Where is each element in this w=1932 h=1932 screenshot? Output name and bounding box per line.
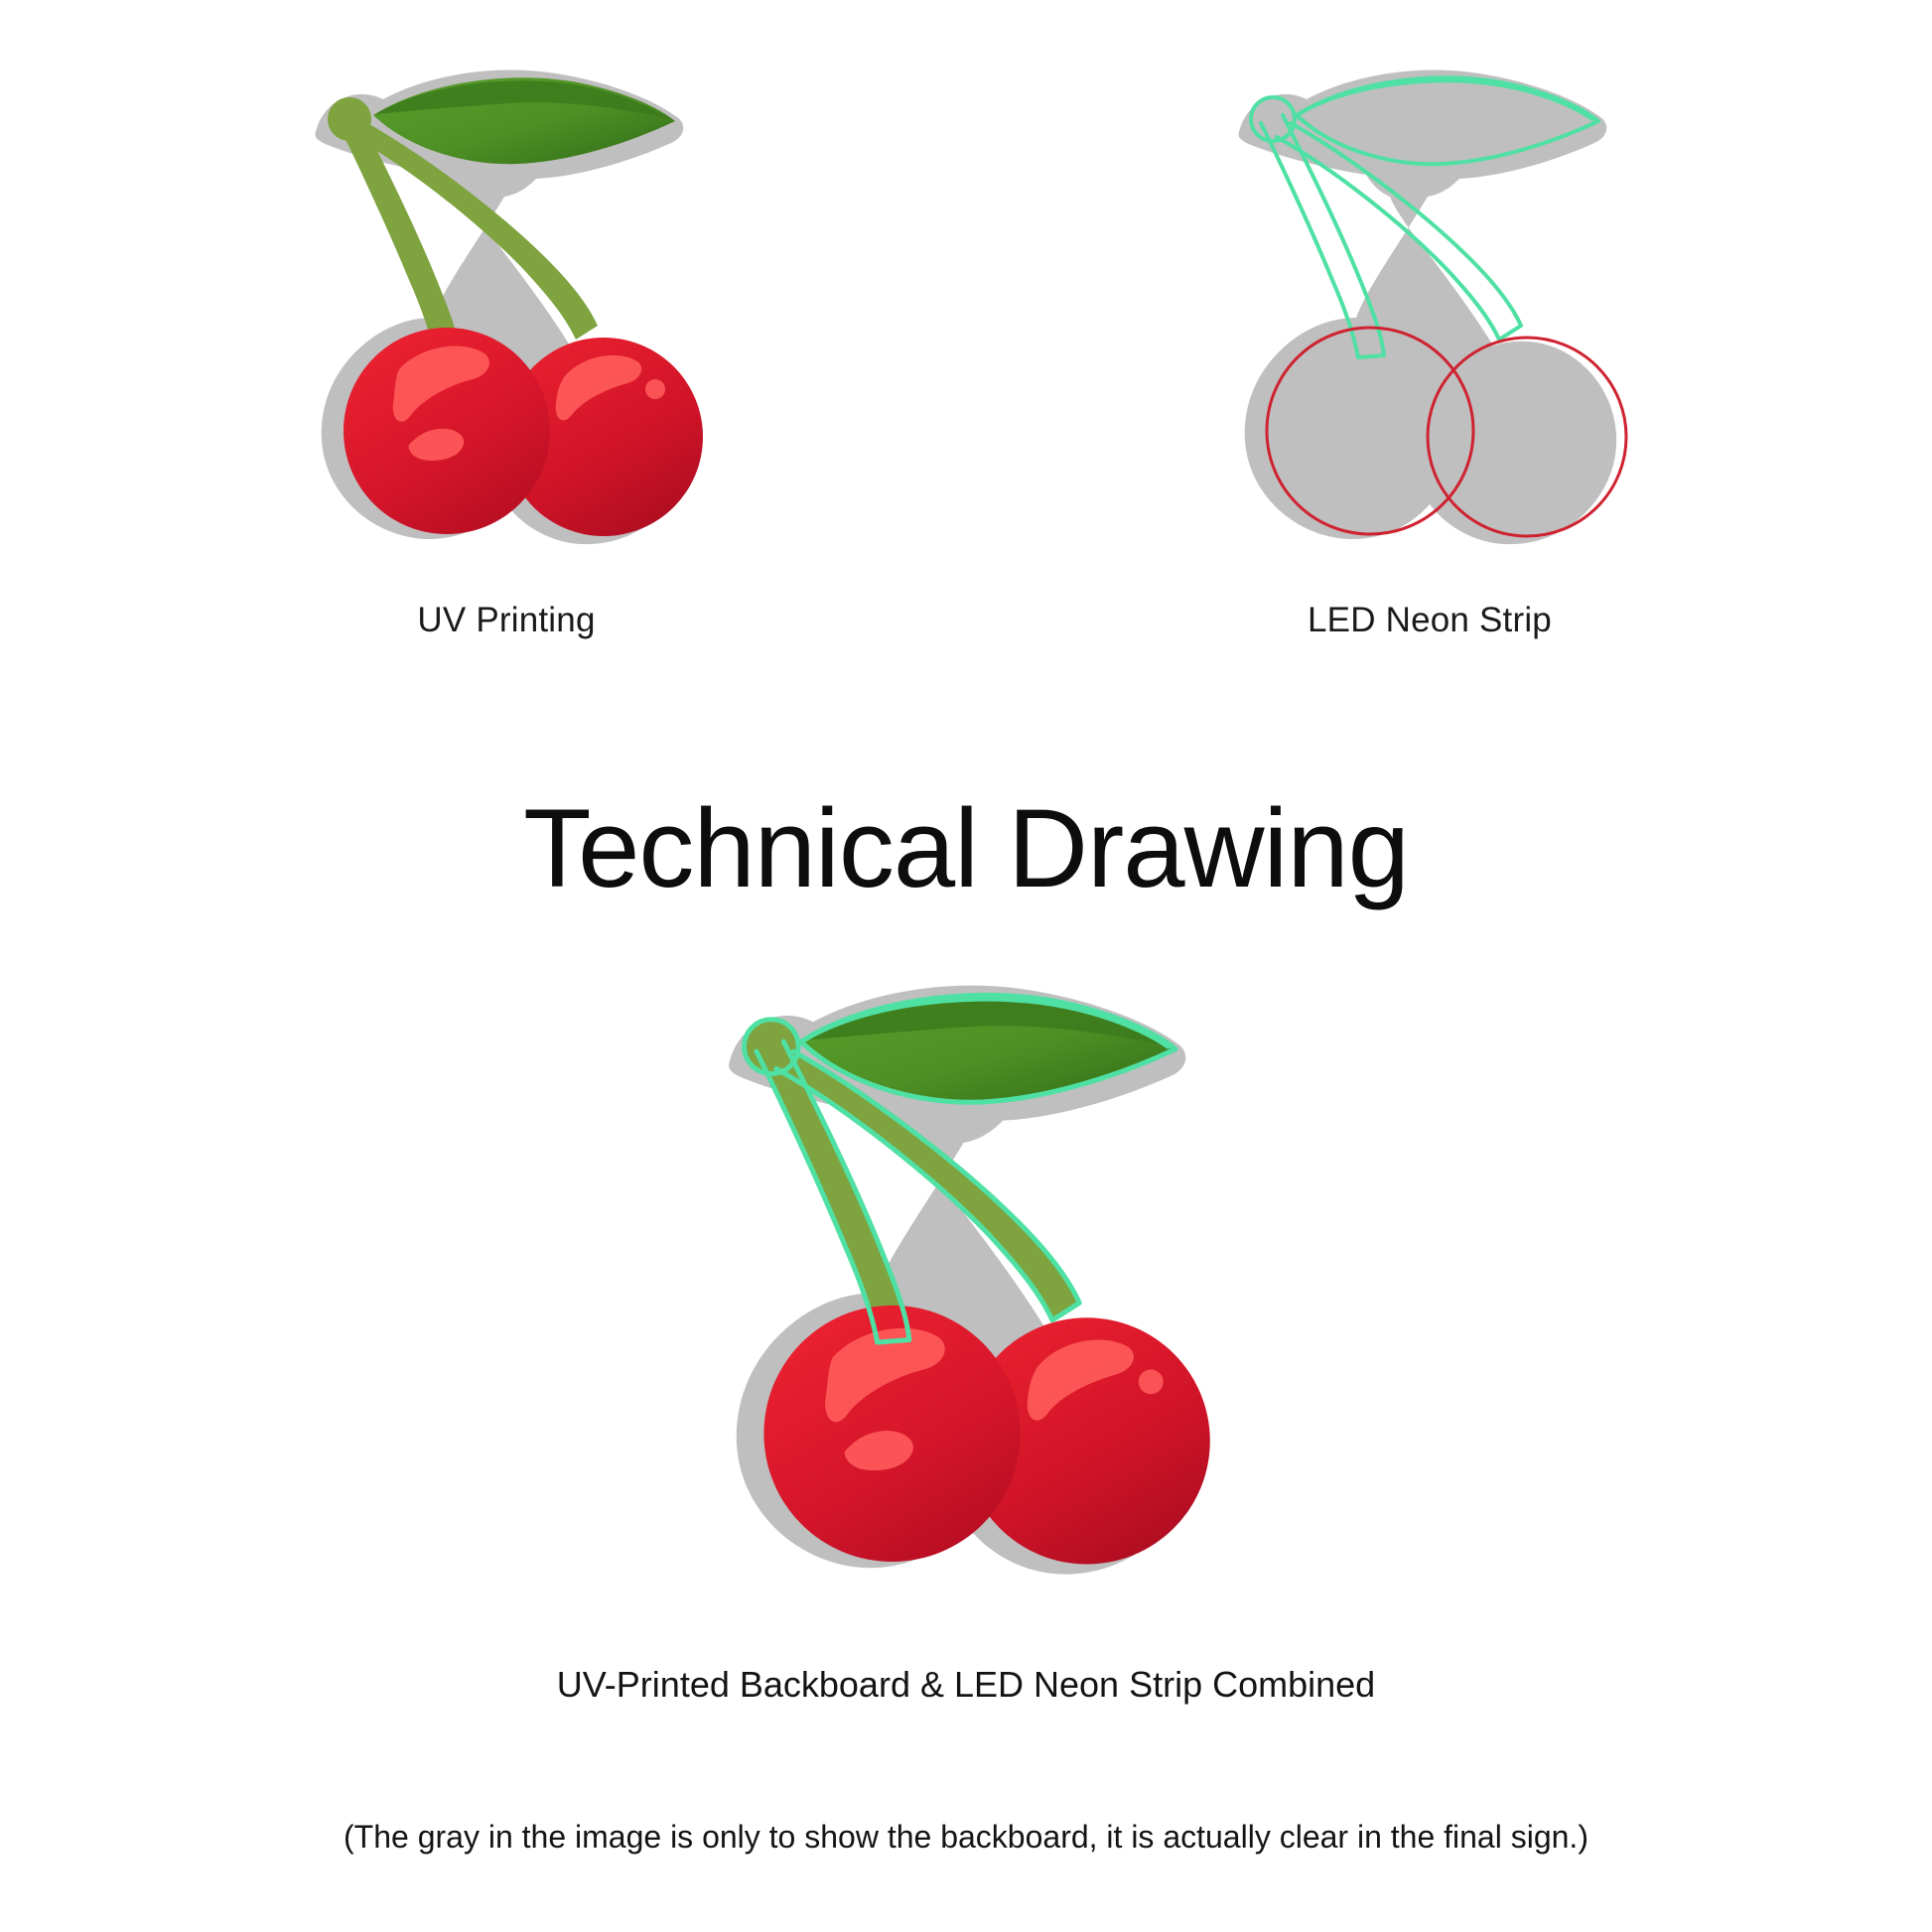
artwork-led-neon-strip [1152,20,1708,596]
artwork-uv-printing [228,20,784,596]
cherry-right-dot [645,379,665,399]
caption-led-neon-strip: LED Neon Strip [1308,601,1552,639]
panel-combined [519,923,1413,1706]
artwork-combined [619,923,1313,1638]
backboard-note: (The gray in the image is only to show the backboard, it is actually clear in the final sign.) [344,1819,1588,1855]
page-title: Technical Drawing [523,786,1409,910]
stem-joint [328,97,371,141]
cherry-right-dot [1139,1369,1164,1394]
panel-led-neon-strip [1052,20,1807,641]
caption-combined: UV-Printed Backboard & LED Neon Strip Combined [556,1664,1376,1705]
panel-uv-printing [129,20,884,641]
caption-uv-printing: UV Printing [417,601,596,639]
